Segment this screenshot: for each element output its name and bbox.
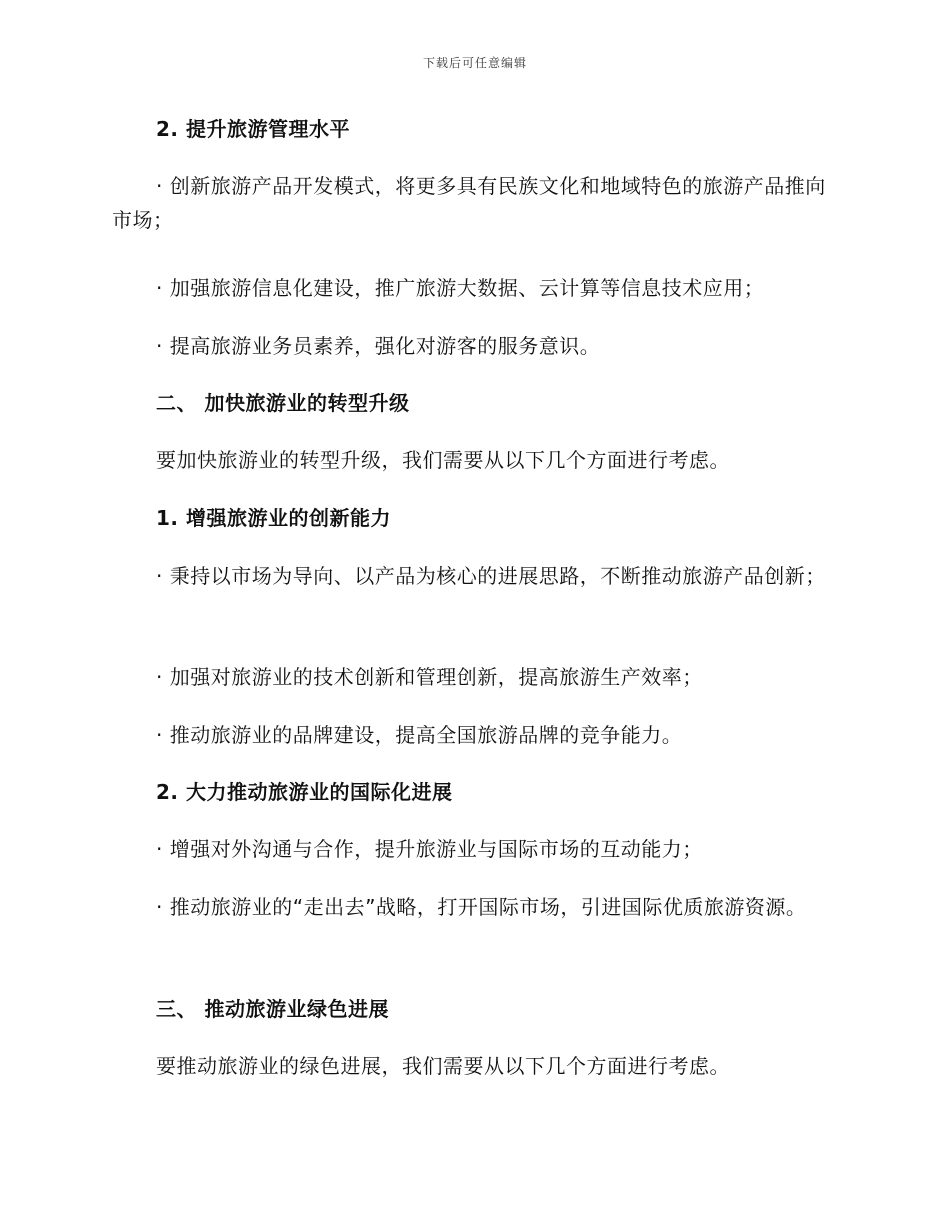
chapter-heading: 三、 推动旅游业绿色进展 bbox=[156, 997, 389, 1021]
bullet-item: · 秉持以市场为导向、以产品为核心的进展思路，不断推动旅游产品创新； bbox=[156, 564, 826, 588]
paragraph: 要加快旅游业的转型升级，我们需要从以下几个方面进行考虑。 bbox=[156, 448, 730, 472]
section-heading: 2. 提升旅游管理水平 bbox=[156, 117, 350, 141]
bullet-item: · 加强对旅游业的技术创新和管理创新，提高旅游生产效率； bbox=[156, 665, 703, 689]
chapter-heading: 二、 加快旅游业的转型升级 bbox=[156, 391, 410, 415]
bullet-item: · 推动旅游业的“走出去”战略，打开国际市场，引进国际优质旅游资源。 bbox=[156, 895, 807, 919]
section-heading: 1. 增强旅游业的创新能力 bbox=[156, 506, 391, 530]
paragraph: 要推动旅游业的绿色进展，我们需要从以下几个方面进行考虑。 bbox=[156, 1054, 730, 1078]
bullet-item: · 增强对外沟通与合作，提升旅游业与国际市场的互动能力； bbox=[156, 837, 703, 861]
bullet-item: · 创新旅游产品开发模式，将更多具有民族文化和地域特色的旅游产品推向市场； bbox=[112, 174, 826, 232]
page-header: 下载后可任意编辑 bbox=[422, 56, 527, 70]
section-heading: 2. 大力推动旅游业的国际化进展 bbox=[156, 780, 453, 804]
bullet-item: · 加强旅游信息化建设，推广旅游大数据、云计算等信息技术应用； bbox=[156, 276, 765, 300]
bullet-item: · 推动旅游业的品牌建设，提高全国旅游品牌的竞争能力。 bbox=[156, 723, 683, 747]
bullet-item: · 提高旅游业务员素养，强化对游客的服务意识。 bbox=[156, 334, 601, 358]
